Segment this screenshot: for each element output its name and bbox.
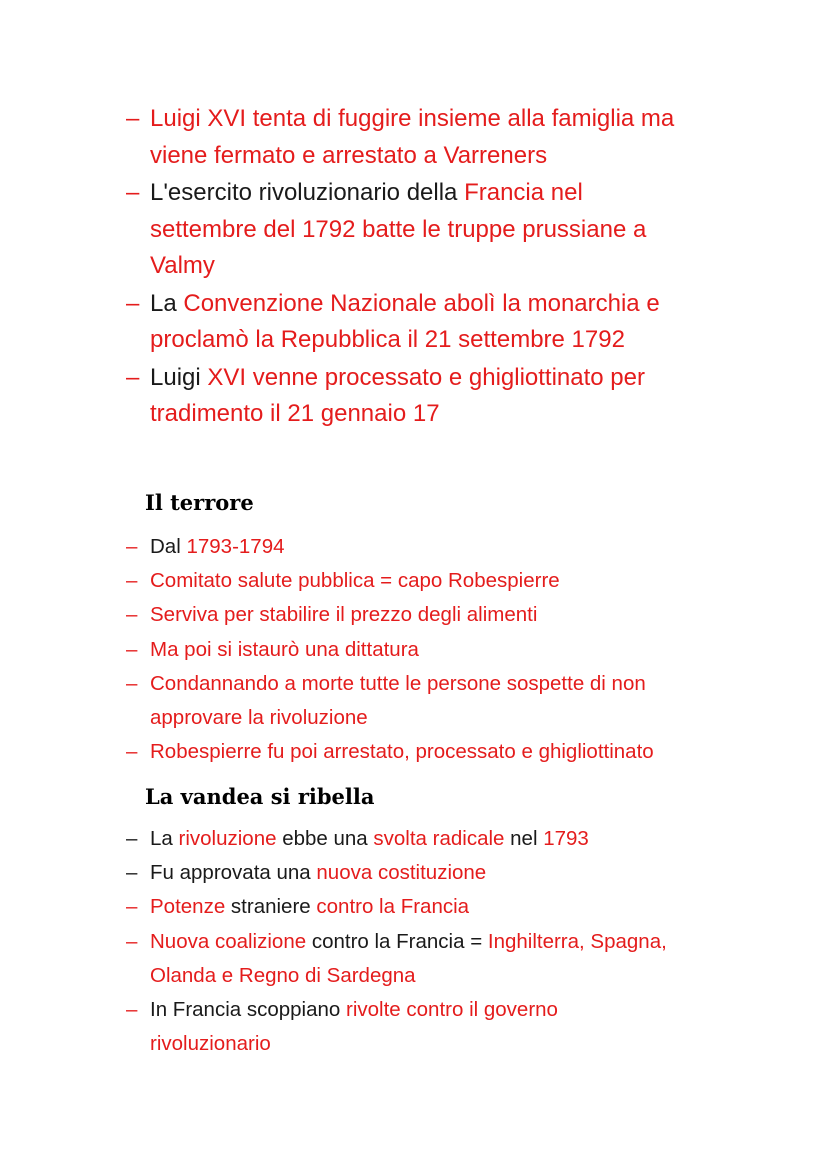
- text-run: 1793-1794: [186, 535, 285, 558]
- text-run: Convenzione Nazionale abolì la monarchia e: [183, 289, 660, 317]
- text-run: Comitato salute pubblica = capo Robespierre: [150, 569, 560, 593]
- text-run: Luigi: [150, 363, 208, 391]
- list-item-line: [150, 706, 368, 730]
- list-item-line: [150, 105, 674, 133]
- list-bullet-dash: –: [126, 289, 140, 317]
- text-run: straniere: [225, 895, 317, 919]
- list-item-line: [150, 672, 646, 696]
- list-item-line: [150, 964, 416, 988]
- text-run: ebbe una: [276, 827, 374, 850]
- list-item-line: [150, 998, 558, 1022]
- list-bullet-dash: –: [126, 637, 138, 661]
- list-bullet-dash: –: [126, 363, 140, 391]
- list-bullet-dash: –: [126, 827, 138, 850]
- text-run: rivoluzione: [178, 827, 277, 850]
- list-item-line: [150, 740, 654, 764]
- text-run: La: [150, 289, 184, 317]
- list-item-line: [150, 400, 440, 428]
- list-bullet-dash: –: [126, 603, 138, 627]
- list-bullet-dash: –: [126, 535, 138, 558]
- text-run: Serviva per stabilire il prezzo degli alimenti: [150, 603, 538, 627]
- list-item-line: [150, 252, 215, 280]
- text-run: XVI venne processato e ghigliottinato per: [207, 363, 645, 391]
- list-item-line: [150, 895, 469, 919]
- text-run: Nuova coalizione: [150, 929, 307, 953]
- list-item-line: [150, 930, 667, 954]
- list-item-line: [150, 638, 419, 662]
- list-item-line: [150, 603, 537, 627]
- text-run: Ma poi si istaurò una dittatura: [150, 637, 419, 661]
- list-bullet-dash: –: [126, 179, 140, 206]
- list-bullet-dash: –: [126, 861, 138, 885]
- text-run: contro la Francia: [316, 895, 470, 919]
- list-item-line: [150, 179, 583, 207]
- text-run: Robespierre fu poi arrestato, processato e ghigliottinato: [150, 740, 654, 764]
- text-run: Fu approvata una: [150, 861, 317, 885]
- list-bullet-dash: –: [126, 998, 138, 1021]
- list-bullet-dash: –: [126, 740, 138, 764]
- text-run: tradimento il 21 gennaio 17: [150, 400, 440, 427]
- text-run: Inghilterra, Spagna,: [487, 929, 667, 953]
- list-item-line: [150, 216, 646, 244]
- list-item-line: [150, 1032, 271, 1056]
- text-run: Condannando a morte tutte le persone sospette di non: [150, 671, 646, 695]
- section-heading-terrore: Il terrore: [145, 490, 254, 515]
- text-run: Luigi XVI tenta di fuggire insieme alla famiglia ma: [150, 105, 675, 132]
- text-run: 1793: [543, 827, 589, 850]
- text-run: nel: [504, 827, 544, 850]
- list-item-line: [150, 364, 645, 392]
- text-run: svolta radicale: [373, 827, 505, 850]
- list-bullet-dash: –: [126, 671, 138, 695]
- text-run: viene fermato e arrestato a Varreners: [150, 141, 548, 169]
- text-run: In Francia scoppiano: [150, 998, 347, 1021]
- list-item-line: [150, 861, 486, 885]
- list-item-line: [150, 827, 589, 851]
- text-run: settembre del 1792 batte le truppe prussiane a: [150, 215, 647, 243]
- list-bullet-dash: –: [126, 569, 138, 593]
- text-run: Potenze: [150, 895, 226, 919]
- text-run: rivoluzionario: [150, 1032, 271, 1056]
- text-run: Francia nel: [464, 179, 583, 206]
- list-item-line: [150, 326, 625, 354]
- text-run: La: [150, 827, 179, 850]
- section-heading-vandea: La vandea si ribella: [145, 784, 375, 809]
- text-run: rivolte contro il governo: [346, 998, 558, 1021]
- list-item-line: [150, 142, 547, 170]
- text-run: contro la Francia =: [306, 929, 488, 953]
- list-item-line: [150, 569, 560, 593]
- text-run: Olanda e Regno di Sardegna: [150, 963, 416, 987]
- text-run: Dal: [150, 535, 187, 558]
- text-run: proclamò la Repubblica il 21 settembre 1792: [150, 326, 625, 353]
- list-item-line: [150, 535, 285, 559]
- text-run: approvare la rivoluzione: [150, 706, 368, 729]
- text-run: nuova costituzione: [316, 861, 487, 885]
- text-run: L'esercito rivoluzionario della: [150, 179, 465, 206]
- list-bullet-dash: –: [126, 929, 138, 953]
- text-run: Valmy: [150, 252, 215, 279]
- list-item-line: [150, 290, 660, 318]
- list-bullet-dash: –: [126, 895, 138, 919]
- list-bullet-dash: –: [126, 105, 140, 132]
